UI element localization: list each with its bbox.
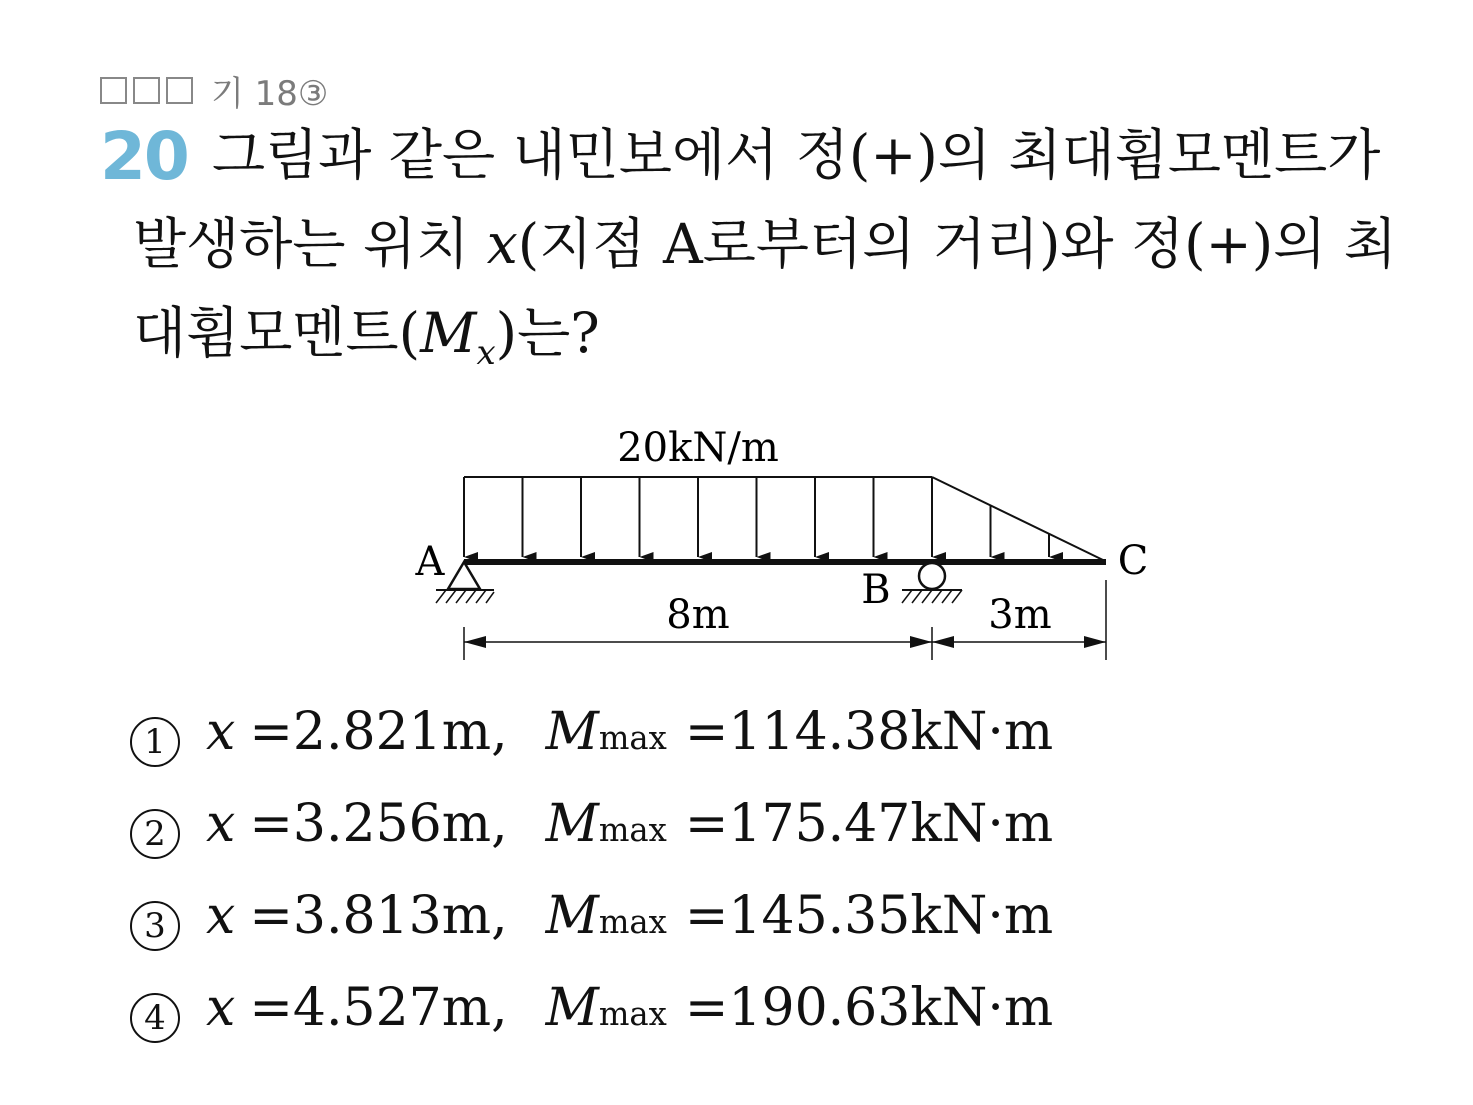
label-b: B bbox=[861, 567, 891, 613]
option-var-m-sub: max bbox=[598, 995, 667, 1033]
option-var-m: M bbox=[545, 702, 599, 762]
option-m-value: =175.47kN·m bbox=[684, 794, 1054, 854]
option-var-x: x bbox=[206, 702, 236, 762]
option-number: 3 bbox=[130, 901, 180, 951]
source-label: 기 18③ bbox=[211, 74, 329, 114]
option-var-m-sub: max bbox=[598, 811, 667, 849]
option-x-value: =2.821m, bbox=[249, 702, 508, 762]
triangular-load-top bbox=[932, 477, 1103, 560]
option-number: 1 bbox=[130, 717, 180, 767]
option-number: 2 bbox=[130, 809, 180, 859]
pin-support-a bbox=[436, 562, 494, 603]
q-text: 발생하는 위치 bbox=[133, 212, 487, 276]
option-var-m-sub: max bbox=[598, 719, 667, 757]
q-text: 대휨모멘트( bbox=[133, 301, 421, 365]
option-4[interactable] bbox=[130, 978, 1054, 1039]
option-m-value: =190.63kN·m bbox=[684, 978, 1054, 1038]
roller-support-b bbox=[902, 563, 962, 603]
option-var-x: x bbox=[206, 978, 236, 1038]
option-var-x: x bbox=[206, 794, 236, 854]
option-3[interactable] bbox=[130, 886, 1054, 947]
option-number: 4 bbox=[130, 993, 180, 1043]
option-var-m: M bbox=[545, 794, 599, 854]
load-label: 20kN/m bbox=[617, 425, 779, 471]
option-m-value: =145.35kN·m bbox=[684, 886, 1054, 946]
q-var-x: x bbox=[486, 212, 518, 276]
option-2[interactable] bbox=[130, 794, 1054, 855]
label-c: C bbox=[1117, 538, 1149, 584]
q-text: )는? bbox=[495, 301, 600, 365]
option-var-m-sub: max bbox=[598, 903, 667, 941]
span-bc-label: 3m bbox=[988, 592, 1052, 638]
label-a: A bbox=[415, 539, 445, 585]
option-1[interactable] bbox=[130, 702, 1054, 763]
option-var-m: M bbox=[545, 978, 599, 1038]
question-number: 20 bbox=[100, 118, 188, 195]
span-ab-label: 8m bbox=[666, 592, 730, 638]
q-var-sub: x bbox=[476, 333, 496, 373]
option-x-value: =3.256m, bbox=[249, 794, 508, 854]
option-var-x: x bbox=[206, 886, 236, 946]
option-x-value: =4.527m, bbox=[249, 978, 508, 1038]
question-line-1: 그림과 같은 내민보에서 정(+)의 최대휨모멘트가 bbox=[212, 123, 1381, 187]
option-m-value: =114.38kN·m bbox=[684, 702, 1054, 762]
load-arrows bbox=[464, 477, 1049, 557]
q-text: (지점 A로부터의 거리)와 정(+)의 최 bbox=[517, 212, 1397, 276]
distributed-load bbox=[464, 477, 1103, 560]
option-x-value: =3.813m, bbox=[249, 886, 508, 946]
option-var-m: M bbox=[545, 886, 599, 946]
q-var-m: M bbox=[420, 301, 477, 365]
